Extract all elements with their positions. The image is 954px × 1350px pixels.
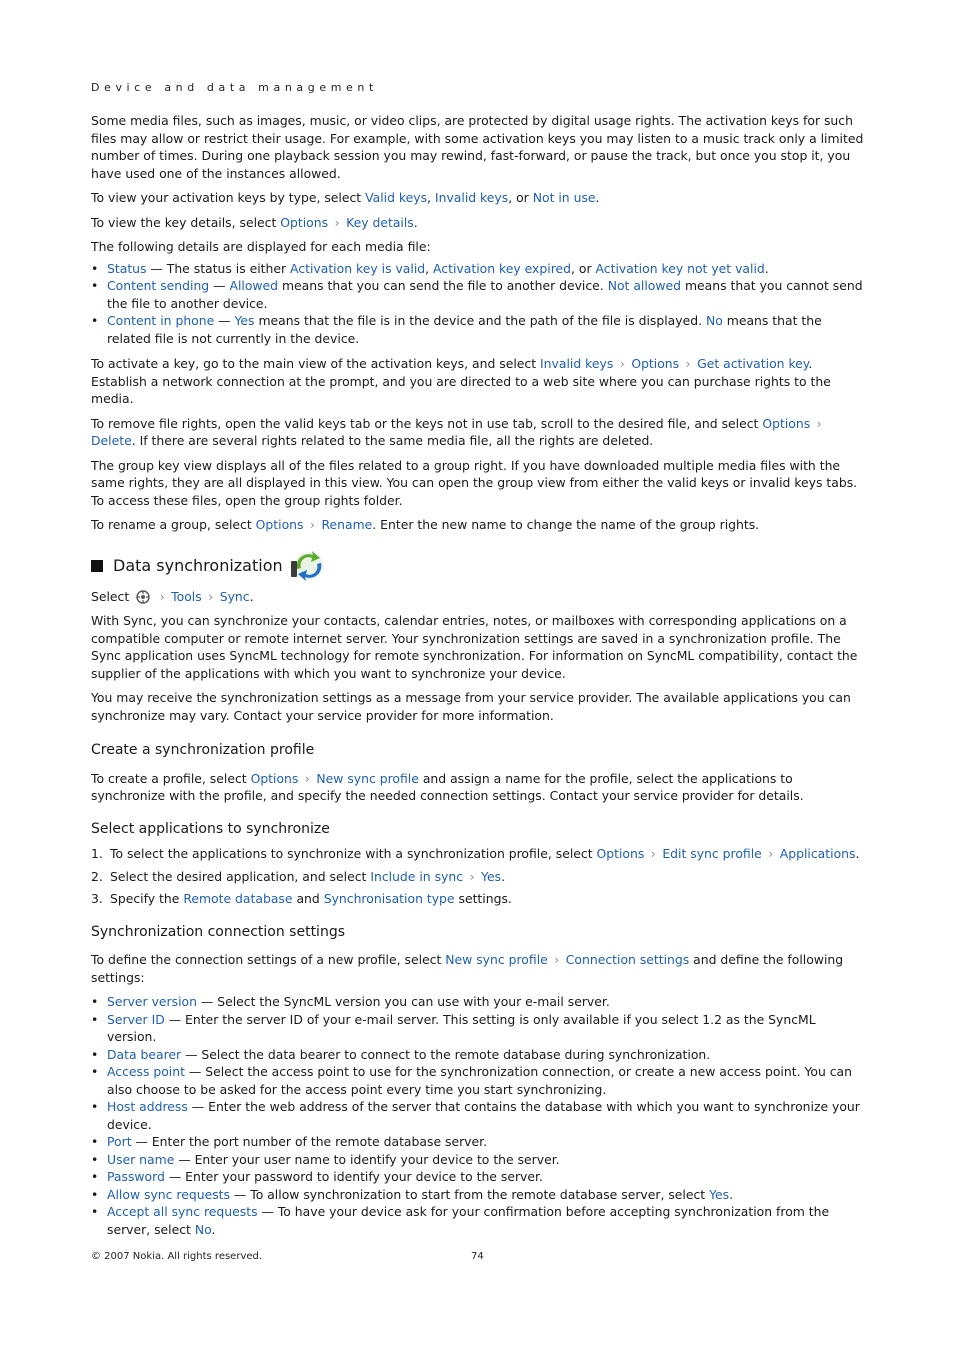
link-invalid-keys[interactable]: Invalid keys — [434, 190, 509, 205]
text: . — [501, 868, 506, 884]
link-options[interactable]: Options — [280, 214, 329, 230]
sync-icon — [287, 549, 329, 583]
list-item — [91, 260, 867, 278]
menu-key-icon — [136, 590, 150, 604]
step-number: 3. — [91, 891, 103, 906]
link-yes[interactable]: Yes — [481, 868, 502, 884]
heading-connection-settings: Synchronization connection settings — [91, 923, 346, 940]
list-item — [91, 277, 867, 312]
text: and — [292, 891, 324, 906]
link-access-point[interactable]: Access point — [107, 1064, 185, 1079]
text: . Establish a network connection at the prompt, and you are directed to a web site where you can purchase rights to the media. — [91, 356, 831, 406]
list-item — [91, 868, 867, 886]
link-connection-settings[interactable]: Connection settings — [565, 952, 690, 967]
activate-key-paragraph — [91, 355, 867, 408]
text: Select — [91, 588, 134, 604]
text: — Enter the web address of the server that contains the database with which you want to synchronize your device. — [107, 1099, 860, 1132]
text: — To have your device ask for your confirmation before accepting synchronization from the server, select — [107, 1204, 830, 1237]
link-synchronisation-type[interactable]: Synchronisation type — [323, 891, 455, 906]
text: means that you can send the file to another device. — [278, 278, 608, 293]
chevron-right-icon: › — [650, 846, 656, 861]
link-port[interactable]: Port — [107, 1134, 132, 1149]
view-keys-paragraph — [91, 189, 867, 207]
list-item — [91, 1046, 867, 1064]
link-get-activation-key[interactable]: Get activation key — [697, 356, 809, 371]
link-allowed[interactable]: Allowed — [229, 278, 279, 293]
list-item — [91, 1151, 867, 1169]
link-include-in-sync[interactable]: Include in sync — [370, 868, 464, 884]
link-no[interactable]: No — [194, 1221, 212, 1237]
select-sync-line — [91, 588, 867, 606]
text: , — [425, 260, 434, 276]
link-key-not-yet-valid[interactable]: Activation key not yet valid — [595, 260, 765, 276]
link-options[interactable]: Options — [250, 770, 299, 786]
text: To view the key details, select — [91, 214, 281, 230]
text: means that the related file is not currently in the device. — [107, 313, 822, 346]
list-item — [91, 1063, 867, 1098]
list-item — [91, 1011, 867, 1046]
sync-intro-paragraph: With Sync, you can synchronize your contacts, calendar entries, notes, or mailboxes with corresponding applications on a compatible computer or remote internet server. Your synchronization settings are saved in a synchronization profile. The Sync application uses SyncML technology for remote synchronization. For information on SyncML compatibility, contact the supplier of the applications with which you want to synchronize your device. — [91, 613, 858, 681]
list-item — [91, 1168, 867, 1186]
link-invalid-keys[interactable]: Invalid keys — [540, 356, 614, 371]
link-applications[interactable]: Applications — [779, 846, 856, 861]
list-item — [91, 1133, 867, 1151]
intro-paragraph: Some media files, such as images, music, or video clips, are protected by digital usage rights. The activation keys for such files may allow or restrict their usage. For example, with some activation keys you may listen to a music track only a limited number of times. During one playback session you may rewind, fast-forward, or pause the track, but once you stop it, you have used one of the instances allowed. — [91, 113, 864, 181]
chevron-right-icon: › — [208, 588, 214, 604]
key-details-paragraph — [91, 214, 867, 232]
text: — Select the data bearer to connect to the remote database during synchronization. — [181, 1046, 711, 1062]
list-item — [91, 845, 867, 863]
link-tools[interactable]: Tools — [171, 588, 202, 604]
running-head: Device and data management — [91, 81, 378, 94]
link-no[interactable]: No — [705, 313, 723, 328]
list-item — [91, 1098, 867, 1133]
link-host-address[interactable]: Host address — [107, 1099, 188, 1114]
page-content — [91, 112, 867, 1246]
link-user-name[interactable]: User name — [107, 1151, 175, 1167]
step-number: 2. — [91, 868, 103, 884]
create-profile-paragraph — [91, 770, 867, 805]
link-valid-keys[interactable]: Valid keys — [365, 190, 428, 205]
link-accept-all-sync-requests[interactable]: Accept all sync requests — [107, 1204, 258, 1219]
link-yes[interactable]: Yes — [234, 313, 255, 328]
text: — Select the SyncML version you can use with your e-mail server. — [196, 994, 610, 1009]
text: To activate a key, go to the main view of the activation keys, and select — [91, 356, 541, 371]
square-bullet-icon — [91, 560, 103, 572]
link-yes[interactable]: Yes — [709, 1186, 730, 1202]
group-key-paragraph: The group key view displays all of the files related to a group right. If you have downloaded multiple media files with the same rights, they are all displayed in this view. You can open the group view from either the valid keys or invalid keys tabs. To access these files, open the group rights folder. — [91, 457, 858, 508]
link-options[interactable]: Options — [596, 846, 645, 861]
chevron-right-icon: › — [619, 356, 625, 371]
page-number: 74 — [471, 1251, 484, 1262]
text: To rename a group, select — [91, 517, 256, 532]
text: and define the following settings: — [91, 952, 844, 985]
list-item — [91, 312, 867, 347]
text: — Enter your user name to identify your device to the server. — [174, 1151, 560, 1167]
link-server-version[interactable]: Server version — [107, 994, 197, 1009]
text: settings. — [454, 891, 512, 906]
link-server-id[interactable]: Server ID — [107, 1011, 165, 1027]
chevron-right-icon: › — [816, 415, 822, 431]
text: Specify the — [110, 891, 184, 906]
link-rename[interactable]: Rename — [321, 517, 373, 532]
link-allow-sync-requests[interactable]: Allow sync requests — [107, 1186, 230, 1202]
link-options[interactable]: Options — [631, 356, 680, 371]
text: — Enter the port number of the remote database server. — [131, 1134, 488, 1149]
list-item — [91, 993, 867, 1011]
details-intro: The following details are displayed for each media file: — [91, 239, 431, 254]
link-new-sync-profile[interactable]: New sync profile — [316, 770, 419, 786]
link-password[interactable]: Password — [107, 1169, 165, 1184]
link-options[interactable]: Options — [762, 415, 811, 431]
chevron-right-icon: › — [159, 588, 165, 604]
link-options[interactable]: Options — [255, 517, 304, 532]
text: To select the applications to synchronize with a synchronization profile, select — [110, 846, 597, 861]
text: — To allow synchronization to start from the remote database server, select — [229, 1186, 710, 1202]
link-edit-sync-profile[interactable]: Edit sync profile — [662, 846, 762, 861]
heading-create-profile: Create a synchronization profile — [91, 742, 315, 758]
chevron-right-icon: › — [309, 517, 315, 532]
link-content-in-phone[interactable]: Content in phone — [107, 313, 215, 328]
section-heading — [91, 548, 867, 584]
text: . — [211, 1221, 216, 1237]
remove-rights-paragraph — [91, 415, 867, 450]
section-title: Data synchronization — [113, 555, 283, 575]
text: — — [209, 278, 230, 293]
chevron-right-icon: › — [334, 214, 340, 230]
link-key-expired[interactable]: Activation key expired — [433, 260, 572, 276]
link-new-sync-profile[interactable]: New sync profile — [445, 952, 548, 967]
rename-group-paragraph — [91, 516, 867, 534]
text: means that the file is in the device and the path of the file is displayed. — [254, 313, 706, 328]
text: — Enter your password to identify your device to the server. — [164, 1169, 543, 1184]
chevron-right-icon: › — [554, 952, 560, 967]
text: To remove file rights, open the valid keys tab or the keys not in use tab, scroll to the desired file, and select — [91, 415, 763, 431]
link-content-sending[interactable]: Content sending — [107, 278, 210, 293]
text: . — [249, 588, 254, 604]
chevron-right-icon: › — [768, 846, 774, 861]
text: — The status is either — [146, 260, 291, 276]
list-item — [91, 890, 867, 908]
text: — — [214, 313, 235, 328]
connection-settings-paragraph — [91, 951, 867, 986]
text: . — [729, 1186, 734, 1202]
link-delete[interactable]: Delete — [91, 433, 132, 448]
link-not-allowed[interactable]: Not allowed — [607, 278, 682, 293]
text: . — [764, 260, 769, 276]
link-key-valid[interactable]: Activation key is valid — [290, 260, 426, 276]
steps-list — [91, 845, 867, 908]
chevron-right-icon: › — [304, 770, 310, 786]
text: To create a profile, select — [91, 770, 251, 786]
link-not-in-use[interactable]: Not in use — [532, 190, 596, 205]
link-remote-database[interactable]: Remote database — [183, 891, 293, 906]
link-sync[interactable]: Sync — [219, 588, 250, 604]
details-list — [91, 260, 867, 348]
link-key-details[interactable]: Key details — [346, 214, 414, 230]
text: — Select the access point to use for the synchronization connection, or create a new access point. You can also choose to be asked for the access point every time you start synchronizing. — [107, 1064, 853, 1097]
text: , or — [571, 260, 596, 276]
text: . — [855, 846, 860, 861]
link-data-bearer[interactable]: Data bearer — [107, 1046, 182, 1062]
text: . Enter the new name to change the name of the group rights. — [372, 517, 760, 532]
settings-list — [91, 993, 867, 1238]
text: . If there are several rights related to the same media file, all the rights are deleted. — [131, 433, 654, 448]
text: means that you cannot send the file to another device. — [107, 278, 863, 311]
text: — Enter the server ID of your e-mail server. This setting is only available if you select 1.2 as the SyncML version. — [107, 1011, 816, 1044]
sync-settings-message-paragraph: You may receive the synchronization settings as a message from your service provider. The available applications you can synchronize may vary. Contact your service provider for more information. — [91, 690, 851, 723]
text: Select the desired application, and select — [110, 868, 371, 884]
text: , or — [508, 190, 533, 205]
chevron-right-icon: › — [685, 356, 691, 371]
text: and assign a name for the profile, select the applications to synchronize with the profile, and specify the needed connection settings. Contact your service provider for details. — [91, 770, 804, 803]
chevron-right-icon: › — [469, 868, 475, 884]
link-status[interactable]: Status — [107, 260, 147, 276]
heading-select-applications: Select applications to synchronize — [91, 820, 330, 837]
text: . — [595, 190, 600, 205]
list-item — [91, 1186, 867, 1204]
footer-copyright: © 2007 Nokia. All rights reserved. — [91, 1251, 263, 1262]
text: , — [427, 190, 435, 205]
step-number: 1. — [91, 846, 103, 861]
list-item — [91, 1203, 867, 1238]
text: . — [413, 214, 418, 230]
text: To define the connection settings of a new profile, select — [91, 952, 446, 967]
text: To view your activation keys by type, select — [91, 190, 366, 205]
